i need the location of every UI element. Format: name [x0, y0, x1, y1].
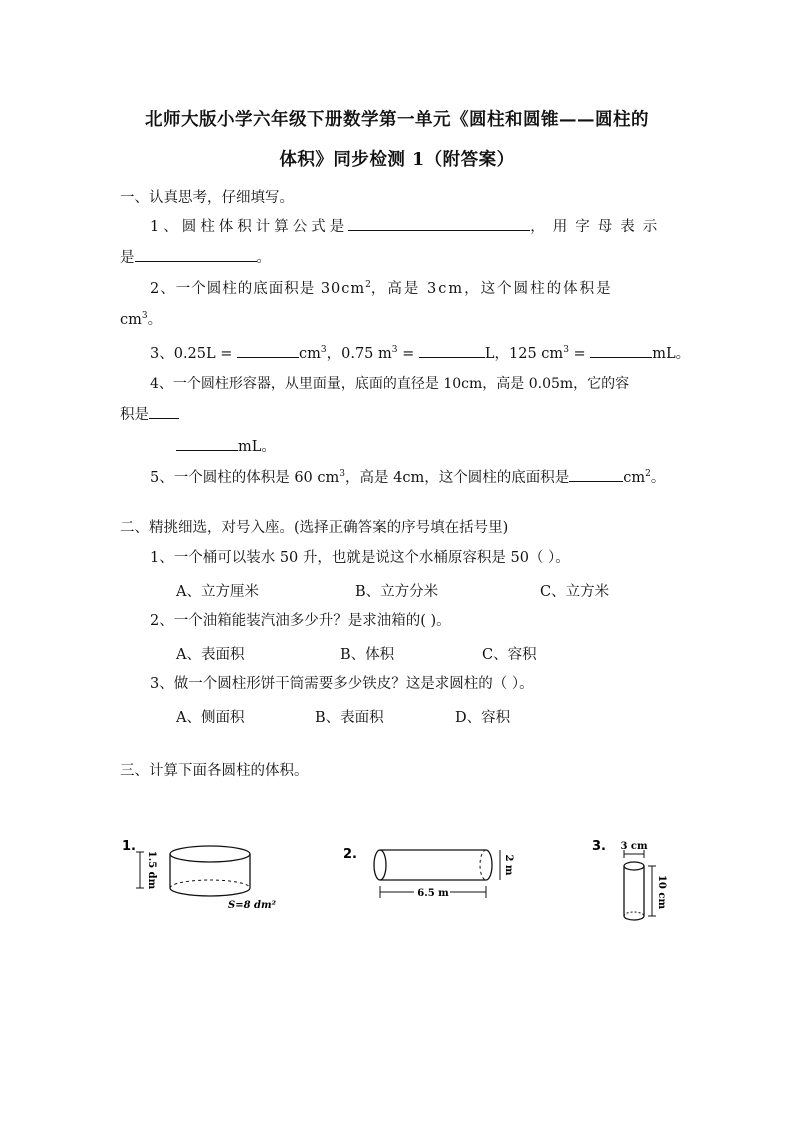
q3-sup2: 3 [391, 345, 398, 356]
q2-text-d: 。 [147, 312, 163, 328]
figure-3-top-ellipse [624, 862, 644, 870]
q5-blank[interactable] [569, 467, 623, 482]
question-1-2-cont [120, 310, 162, 330]
q3-sup1: 3 [320, 345, 327, 356]
q2-1-option-b[interactable]: B、立方分米 [355, 584, 439, 600]
q4-blank-1[interactable] [149, 404, 179, 419]
q3-text-g: mL。 [652, 346, 691, 362]
q3-sup3: 3 [563, 345, 569, 356]
q3-blank-3[interactable] [590, 343, 652, 358]
figure-1-bottom-front [170, 888, 250, 896]
figure-1-area-label: S=8 dm² [228, 900, 276, 911]
figure-3-height-label: 10 cm [656, 874, 667, 910]
question-1-4 [150, 374, 629, 394]
q1-blank-formula[interactable] [348, 216, 530, 231]
q2-text-c: cm [120, 312, 142, 328]
q5-sup: 3 [339, 469, 345, 480]
q3-text-e: L，125 cm [484, 346, 564, 362]
q5-text-c: cm [623, 470, 646, 486]
question-1-1 [150, 216, 665, 237]
q2-1-option-a[interactable]: A、立方厘米 [176, 584, 259, 600]
figure-1-top-ellipse [170, 846, 250, 862]
q1-text-b: ，用字母表示 [530, 219, 666, 235]
q2-text-b: ，高是 3cm，这个圆柱的体积是 [370, 281, 613, 297]
figure-2-cylinder [340, 840, 530, 905]
page-title-line-1: 北师大版小学六年级下册数学第一单元《圆柱和圆锥——圆柱的 [145, 110, 649, 130]
figure-2-height-label: 2 m [503, 854, 514, 876]
figure-2-right-back [480, 850, 486, 880]
q1-text-c: 是 [120, 250, 135, 266]
section-2-heading: 二、精挑细选，对号入座。(选择正确答案的序号填在括号里) [120, 520, 509, 536]
section-1-heading: 一、认真思考，仔细填写。 [120, 190, 294, 206]
q3-text-d: = [397, 346, 415, 362]
q5-sup2: 2 [645, 469, 651, 480]
q2-2-option-c[interactable]: C、容积 [482, 647, 537, 663]
q4-blank-2[interactable] [176, 436, 238, 451]
q2-text-a: 2、一个圆柱的底面积是 30cm [150, 281, 366, 297]
q4-text-c: mL。 [238, 439, 276, 455]
q4-text-b: 积是 [120, 407, 149, 423]
figure-3-number: 3. [592, 839, 606, 854]
question-1-1-cont [120, 247, 271, 268]
figure-3-bottom-front [624, 916, 644, 920]
figure-2-length-label: 6.5 m [417, 888, 449, 899]
question-2-3: 3、做一个圆柱形饼干筒需要多少铁皮？这是求圆柱的（ ）。 [150, 676, 534, 692]
question-2-1: 1、一个桶可以装水 50 升，也就是说这个水桶原容积是 50（ ）。 [150, 550, 570, 566]
figure-1-number: 1. [122, 839, 136, 854]
q5-text-b: ，高是 4cm，这个圆柱的底面积是 [345, 470, 570, 486]
question-1-5 [150, 467, 665, 488]
figure-1-height-label: 1.5 dm [146, 850, 157, 890]
page-title-line-2: 体积》同步检测 1（附答案） [279, 150, 515, 170]
question-1-3 [150, 343, 690, 364]
question-2-2: 2、一个油箱能装汽油多少升？是求油箱的( )。 [150, 613, 451, 629]
q2-2-option-a[interactable]: A、表面积 [176, 647, 245, 663]
q3-blank-1[interactable] [237, 343, 299, 358]
question-1-2 [150, 279, 613, 299]
figure-3-bottom-back [624, 912, 644, 916]
question-1-4-cont [120, 404, 179, 425]
section-3-heading: 三、计算下面各圆柱的体积。 [120, 763, 309, 779]
q4-text-a: 4、一个圆柱形容器，从里面量，底面的直径是 10cm，高是 0.05m，它的容 [150, 376, 630, 392]
q2-1-option-c[interactable]: C、立方米 [540, 584, 610, 600]
q1-text-a: 1、圆柱体积计算公式是 [150, 219, 349, 235]
figure-2-left-ellipse [374, 850, 386, 880]
q2-3-option-b[interactable]: B、表面积 [315, 710, 384, 726]
q2-3-option-d[interactable]: D、容积 [455, 710, 511, 726]
q5-text-d: 。 [650, 470, 666, 486]
q3-text-a: 3、0.25L = [150, 346, 233, 362]
q1-blank-letters[interactable] [135, 247, 257, 262]
q3-text-f: = [568, 346, 586, 362]
q5-text-a: 5、一个圆柱的体积是 60 cm [150, 470, 340, 486]
q3-text-c: ，0.75 m [326, 346, 392, 362]
figure-1-bottom-back [170, 880, 250, 888]
q3-blank-2[interactable] [419, 343, 485, 358]
q2-2-option-b[interactable]: B、体积 [340, 647, 395, 663]
q1-text-d: 。 [256, 250, 271, 266]
q3-text-b: cm [299, 346, 321, 362]
q2-3-option-a[interactable]: A、侧面积 [176, 710, 245, 726]
figure-3-diameter-label: 3 cm [620, 841, 648, 852]
question-1-4-answer [176, 436, 276, 457]
q2-sup: 2 [365, 280, 371, 291]
figure-2-right-front [486, 850, 492, 880]
figure-3-cylinder [588, 836, 688, 928]
figure-1-cylinder [118, 836, 288, 916]
figure-2-number: 2. [343, 847, 357, 862]
q2-sup2: 3 [141, 311, 148, 322]
